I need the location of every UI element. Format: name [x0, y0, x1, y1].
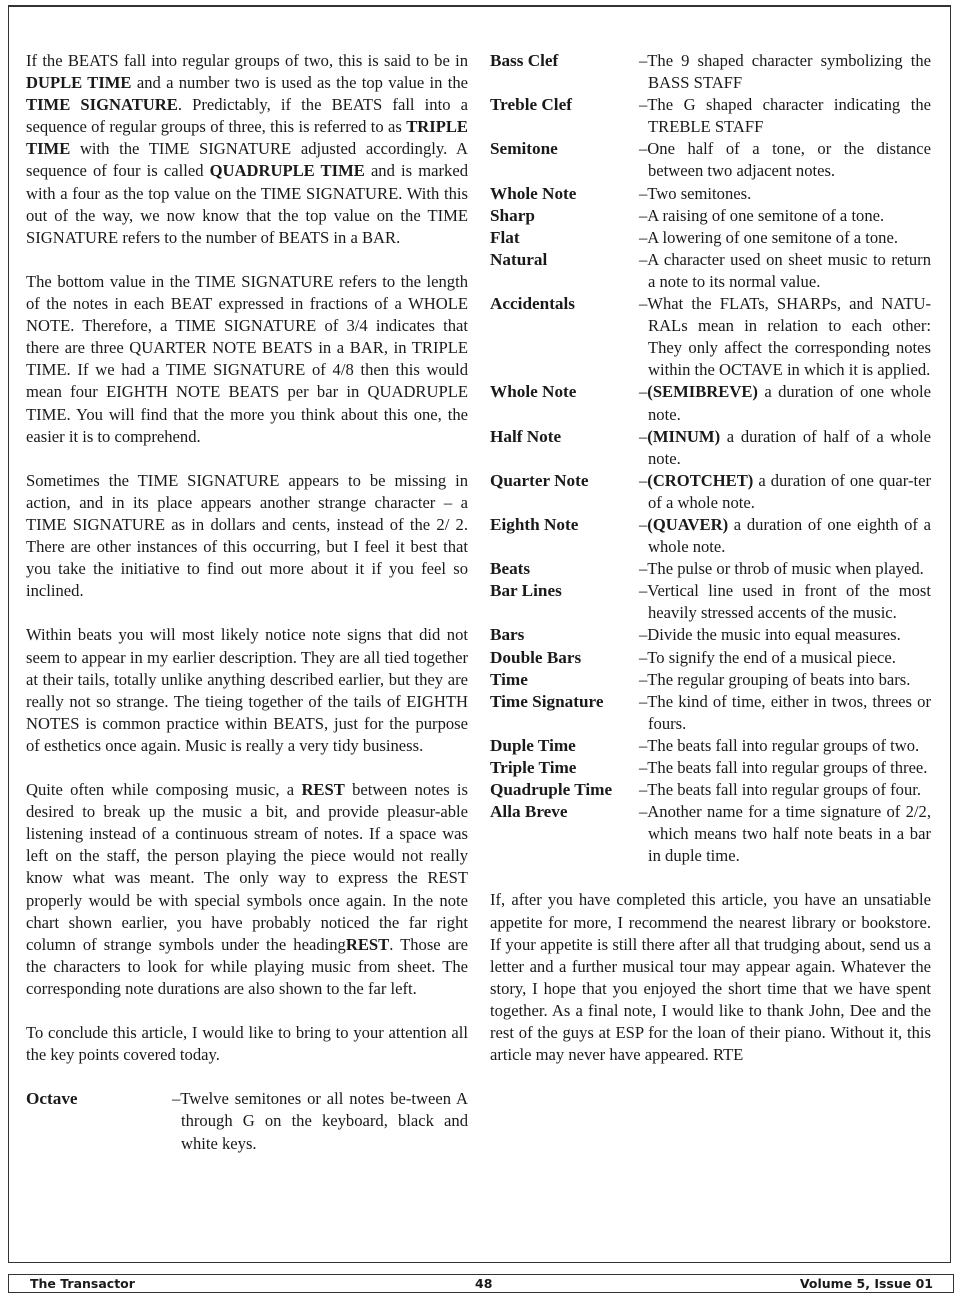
- glossary-octave: [26, 1088, 468, 1154]
- glossary-term: Bar Lines: [490, 581, 562, 601]
- glossary-definition: –A lowering of one semitone of a tone.: [639, 227, 898, 247]
- text-run: If the BEATS fall into regular groups of two, this is said to be in: [26, 51, 468, 70]
- glossary-definition: [639, 381, 931, 425]
- glossary-definition: –The pulse or throb of music when played.: [639, 559, 924, 579]
- glossary-definition: [639, 426, 931, 470]
- glossary-term: Half Note: [490, 426, 562, 446]
- body-paragraph: [26, 470, 468, 603]
- definition-text: a duration of one eighth of a whole note.: [648, 514, 931, 557]
- glossary-alt-name: (MINUM): [647, 426, 721, 446]
- glossary-term: Double Bars: [490, 647, 582, 667]
- text-run: . Predictably, if the BEATS fall into a sequence of regular groups of three, this is referred to as: [26, 95, 468, 137]
- glossary-definition: [639, 470, 931, 514]
- glossary-term: Whole Note: [490, 382, 577, 402]
- body-paragraph: [26, 624, 468, 757]
- body-paragraph: [26, 1022, 468, 1066]
- glossary-definition: –Divide the music into equal measures.: [639, 625, 901, 645]
- glossary-definition: –Twelve semitones or all notes be-tween A through G on the keyboard, black and white keys.: [172, 1089, 468, 1153]
- body-paragraph: [26, 50, 468, 249]
- glossary-definition: –A character used on sheet music to return a note to its normal value.: [639, 249, 931, 291]
- glossary-definition: –The beats fall into regular groups of four.: [639, 780, 922, 800]
- glossary-definition: –The G shaped character indicating the TREBLE STAFF: [639, 95, 931, 137]
- glossary-definition: [639, 514, 931, 558]
- definition-text: a duration of one whole note.: [648, 382, 931, 424]
- glossary-term: Whole Note: [490, 183, 577, 203]
- glossary-definition: –What the FLATs, SHARPs, and NATU-RALs mean in relation to each other: They only affect the corresponding notes within the OCTAVE in which it is applied.: [639, 294, 931, 380]
- glossary-alt-name: (SEMIBREVE): [647, 382, 758, 402]
- closing-paragraph: If, after you have completed this article, you have an unsatiable appetite for more, I recommend the nearest library or bookstore. If your appetite is still there after all that trudging about, send us a letter and a further musical tour may appear again. Whatever the story, I hope that you enjoyed the short time that we have spent together. As a final note, I would like to thank John, Dee and the rest of the guys at ESP for the loan of their piano. Without it, this article may never have appeared. RTE: [490, 890, 931, 1065]
- glossary-definition: –The beats fall into regular groups of two.: [639, 735, 920, 755]
- bold-term: REST: [301, 780, 345, 800]
- text-run: . Those are the characters to look for while playing music from sheet. The corresponding note durations are also shown to the far left.: [26, 934, 468, 998]
- glossary-term: Eighth Note: [490, 514, 579, 534]
- glossary-term: Duple Time: [490, 735, 576, 755]
- glossary-term: Bass Clef: [490, 51, 559, 70]
- text-run: To conclude this article, I would like to bring to your attention all the key points covered today.: [26, 1023, 468, 1065]
- glossary-definition: –Another name for a time signature of 2/2, which means two half note beats in a bar in duple time.: [639, 802, 931, 866]
- definition-text: a duration of half of a whole note.: [648, 426, 931, 468]
- glossary-definition: –Vertical line used in front of the most heavily stressed accents of the music.: [639, 581, 931, 623]
- glossary-term: Semitone: [490, 139, 558, 159]
- body-paragraphs: [26, 50, 468, 1066]
- text-run: Quite often while composing music, a: [26, 780, 302, 800]
- left-column: [26, 50, 468, 1155]
- glossary-term: Beats: [490, 559, 531, 579]
- glossary-term: Time: [490, 669, 528, 689]
- text-run: with the TIME SIGNATURE adjusted accordingly. A sequence of four is called: [26, 139, 468, 181]
- glossary-alt-name: (CROTCHET): [647, 470, 754, 490]
- glossary-term: Alla Breve: [490, 802, 568, 822]
- bold-term: TRIPLE TIME: [26, 117, 468, 159]
- dash: –: [639, 470, 648, 490]
- glossary-definition: –The kind of time, either in twos, threes or fours.: [639, 691, 931, 733]
- dash: –: [639, 426, 648, 446]
- glossary-definition: –A raising of one semitone of a tone.: [639, 205, 885, 225]
- definition-text: a duration of one quar-ter of a whole note.: [648, 470, 931, 512]
- dash: –: [639, 514, 648, 534]
- body-paragraph: [26, 779, 468, 1000]
- glossary-definition: –The beats fall into regular groups of three.: [639, 758, 928, 777]
- bold-term: REST: [345, 934, 390, 954]
- right-column: [490, 50, 931, 1066]
- glossary-definition: –Two semitones.: [639, 183, 752, 203]
- glossary-term: Time Signature: [490, 691, 604, 711]
- text-run: and is marked with a four as the top value on the TIME SIGNATURE. With this out of the way, we now know that the top value on the TIME SIGNATURE refers to the number of BEATS in a BAR.: [26, 161, 468, 247]
- issue-label: Volume 5, Issue 01: [799, 1276, 933, 1291]
- glossary-term: Quadruple Time: [490, 780, 613, 800]
- glossary-alt-name: (QUAVER): [647, 514, 729, 534]
- dash: –: [639, 382, 648, 402]
- glossary-definition: –The regular grouping of beats into bars.: [639, 669, 911, 689]
- glossary-term: Accidentals: [490, 294, 575, 314]
- text-run: Within beats you will most likely notice note signs that did not seem to appear in my earlier description. They are all tied together at their tails, totally unlike anything described earlier, but they are really not so strange. The tieing together of the tails of EIGHTH NOTES is common practice within BEATS, just for the purpose of esthetics once again. Music is really a very tidy business.: [26, 625, 468, 755]
- glossary-term: Octave: [26, 1089, 78, 1109]
- glossary-term: Bars: [490, 625, 525, 645]
- glossary-term: Triple Time: [490, 758, 577, 777]
- body-paragraph: [26, 271, 468, 448]
- bold-term: TIME SIGNATURE: [26, 95, 178, 115]
- text-run: The bottom value in the TIME SIGNATURE refers to the length of the notes in each BEAT expressed in fractions of a WHOLE NOTE. Therefore, a TIME SIGNATURE of 3/4 indicates that there are three QUARTER NOTE BEATS in a BAR, in TRIPLE TIME. If we had a TIME SIGNATURE of 4/8 then this would mean four EIGHTH NOTE BEATS per bar in QUADRUPLE TIME. You will find that the more you think about this one, the easier it is to comprehend.: [26, 271, 468, 446]
- glossary-term: Sharp: [490, 205, 535, 225]
- glossary-definition: –The 9 shaped character symbolizing the BASS STAFF: [639, 51, 931, 93]
- bold-term: QUADRUPLE TIME: [209, 161, 365, 181]
- glossary-list: [490, 50, 931, 867]
- glossary-definition: –One half of a tone, or the distance between two adjacent notes.: [639, 139, 931, 181]
- glossary-definition: –To signify the end of a musical piece.: [639, 647, 896, 667]
- text-run: between notes is desired to break up the music a bit, and provide pleasur-able listening instead of a continuous stream of notes. If a space was left on the staff, the person playing the piece would not really know what was meant. The only way to express the REST properly would be with special symbols once again. In the note chart shown earlier, you have probably noticed the far right column of strange symbols under the heading: [26, 780, 468, 954]
- text-run: and a number two is used as the top value in the: [131, 73, 469, 93]
- glossary-term: Flat: [490, 227, 520, 247]
- page-number: 48: [475, 1276, 493, 1291]
- glossary-term: Quarter Note: [490, 470, 589, 490]
- glossary-term: Treble Clef: [490, 95, 572, 115]
- page-footer: [8, 1274, 954, 1293]
- publication-name: The Transactor: [30, 1276, 135, 1291]
- glossary-term: Natural: [490, 249, 548, 269]
- text-run: Sometimes the TIME SIGNATURE appears to be missing in action, and in its place appears another strange character – a TIME SIGNATURE as in dollars and cents, instead of the 2/ 2. There are other instances of this occurring, but I feel it best that you take the initiative to find out more about it if you feel so inclined.: [26, 470, 468, 601]
- bold-term: DUPLE TIME: [26, 73, 132, 93]
